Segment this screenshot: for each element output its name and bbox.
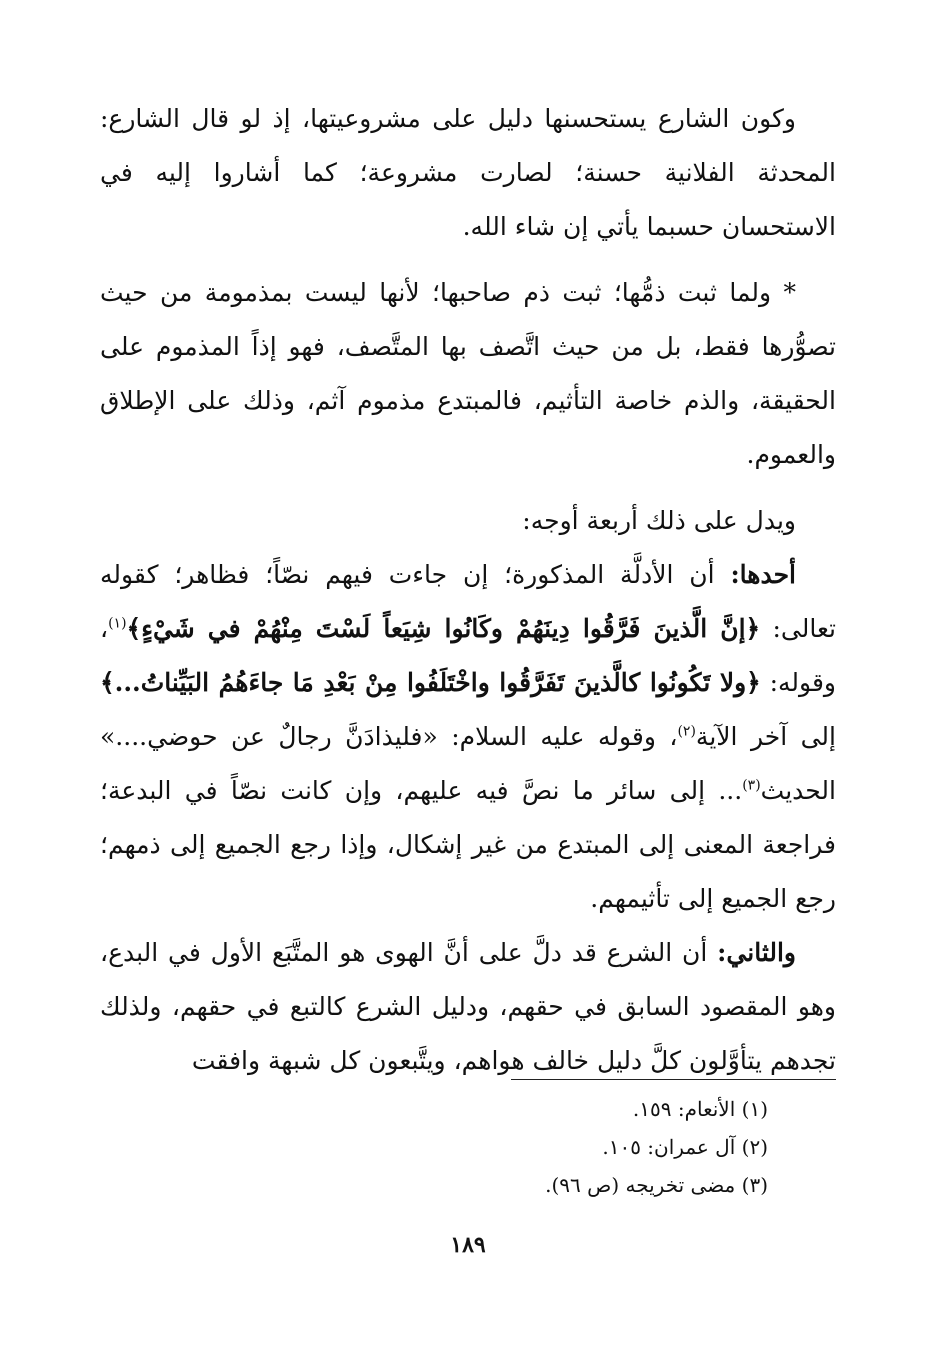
paragraph-3: ويدل على ذلك أربعة أوجه: (522, 506, 796, 535)
footnote-ref-2: (٢) (677, 723, 696, 740)
paragraph-4-part-d: ، وقوله عليه السلام: «فليذادَنَّ رجالٌ عن حوضي....» الحديث (100, 722, 836, 805)
footnote-3: (٣) مضى تخريجه (ص ٩٦). (545, 1173, 768, 1197)
paragraph-4-part-b: ، وقوله: (100, 614, 836, 697)
quran-verse-1: ﴿إنَّ الَّذينَ فَرَّقُوا دِينَهُمْ وكَانُوا شِيَعاً لَسْتَ مِنْهُمْ في شَيْءٍ﴾ (126, 614, 761, 643)
paragraph-4-part-e: ... إلى سائر ما نصَّ فيه عليهم، وإن كانت نصّاً في البدعة؛ فراجعة المعنى إلى المبتدع من غير إشكال، وإذا رجع الجميع إلى ذمهم؛ رجع الجميع إلى تأثيمهم. (100, 776, 836, 913)
footnotes (268, 1090, 768, 1204)
paragraph-4-lead: أحدها: (730, 560, 796, 589)
footnote-separator (511, 1079, 836, 1080)
main-text (100, 92, 836, 1088)
quran-verse-2: ﴿ولا تَكُونُوا كالَّذينَ تَفَرَّقُوا واخْتَلَفُوا مِنْ بَعْدِ مَا جاءَهُمُ البَيِّناتُ...﴾ (100, 668, 761, 697)
paragraph-5-text: أن الشرع قد دلَّ على أنَّ الهوى هو المتَّبَع الأول في البدع، وهو المقصود السابق في حقهم، ودليل الشرع كالتبع في حقهم، ولذلك تجدهم يتأوَّلون كلَّ دليل خالف هواهم، ويتَّبعون كل شبهة وافقت (100, 938, 836, 1075)
footnote-ref-3: (٣) (742, 777, 761, 794)
paragraph-4 (100, 548, 836, 926)
page-number: ١٨٩ (450, 1232, 486, 1258)
paragraph-4-part-c: إلى آخر الآية (695, 722, 836, 751)
paragraph-5-lead: والثاني: (717, 938, 796, 967)
paragraph-1: وكون الشارع يستحسنها دليل على مشروعيتها، إذ لو قال الشارع: المحدثة الفلانية حسنة؛ لصارت مشروعة؛ كما أشاروا إليه في الاستحسان حسبما يأتي إن شاء الله. (100, 104, 836, 241)
footnote-2: (٢) آل عمران: ١٠٥. (602, 1135, 768, 1159)
paragraph-5 (100, 926, 836, 1088)
footnote-1: (١) الأنعام: ١٥٩. (632, 1097, 768, 1121)
paragraph-2: * ولما ثبت ذمُّها؛ ثبت ذم صاحبها؛ لأنها ليست بمذمومة من حيث تصوُّرها فقط، بل من حيث اتَّصف بها المتَّصف، فهو إذاً المذموم على الحقيقة، والذم خاصة التأثيم، فالمبتدع مذموم آثم، وذلك على الإطلاق والعموم. (100, 278, 836, 469)
paragraph-4-part-a: أن الأدلَّة المذكورة؛ إن جاءت فيهم نصّاً؛ فظاهر؛ كقوله تعالى: (100, 560, 837, 643)
footnote-ref-1: (١) (108, 615, 127, 632)
